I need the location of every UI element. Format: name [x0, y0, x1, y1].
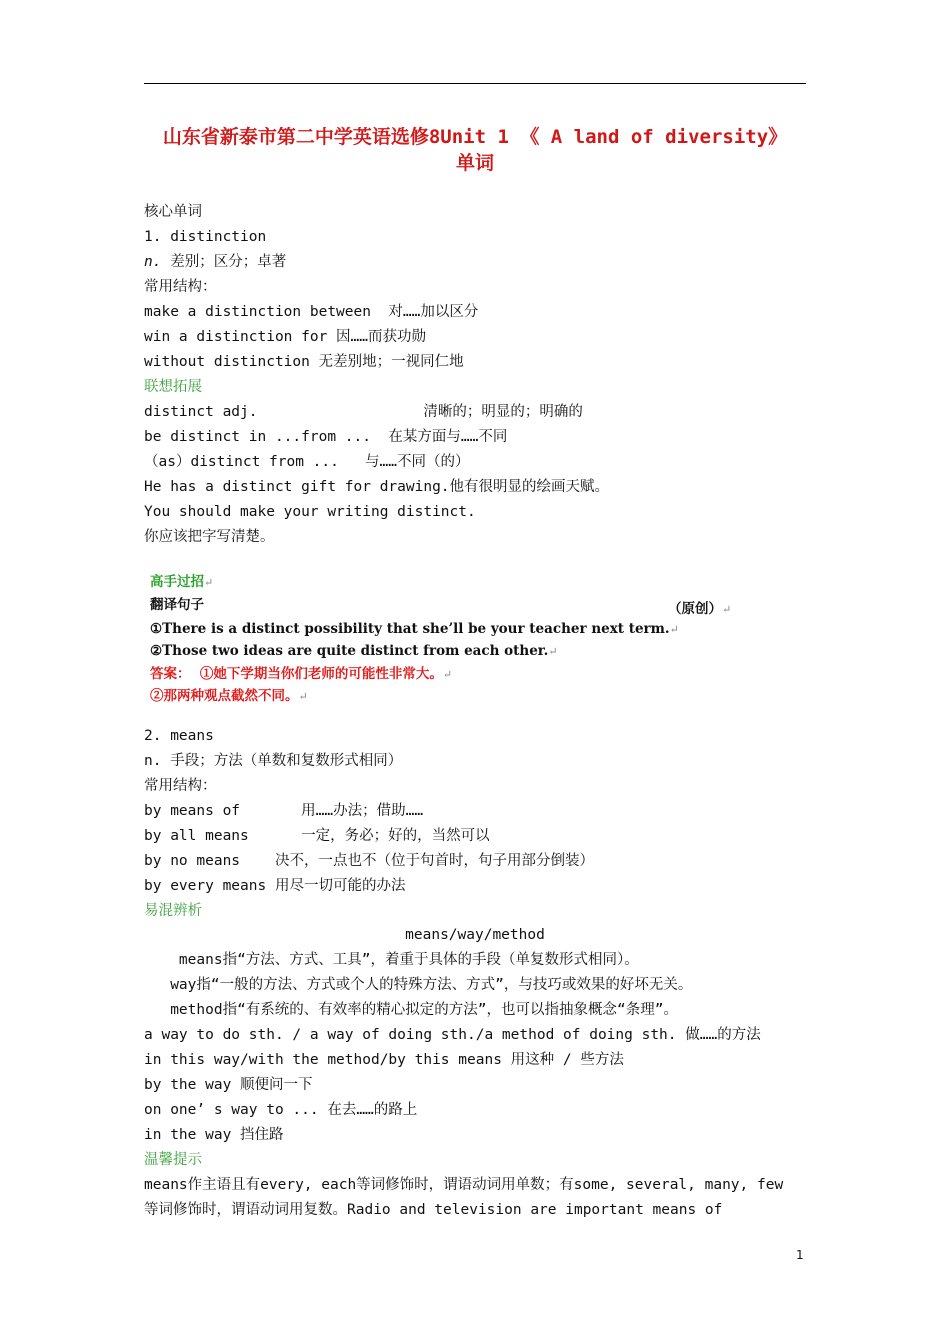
text-line: in this way/with the method/by this means 用这种 / 些方法: [144, 1052, 624, 1068]
exercise-sentence-2: ②Those two ideas are quite distinct from each other.↵: [150, 643, 558, 659]
text-line: by the way 顺便问一下: [144, 1077, 313, 1093]
part-of-speech: n.: [144, 254, 162, 270]
title-line-2: 单词: [455, 152, 494, 174]
text-line: means作主语且有every, each等词修饰时，谓语动词用单数；有some, several, many, few: [144, 1177, 784, 1193]
text-line: 等词修饰时，谓语动词用复数。Radio and television are important means of: [144, 1202, 723, 1218]
text-line: on one’ s way to ... 在去……的路上: [144, 1102, 418, 1118]
text-line: distinct adj. 清晰的；明显的；明确的: [144, 404, 583, 420]
text-line: He has a distinct gift for drawing.他有很明显的绘画天赋。: [144, 479, 610, 495]
text-line: 常用结构：: [144, 778, 217, 794]
text-line: means指“方法、方式、工具”，着重于具体的手段（单复数形式相同）。: [144, 952, 639, 968]
exercise-heading: 高手过招↵: [150, 574, 214, 590]
text-line: by no means 决不，一点也不（位于句首时，句子用部分倒装）: [144, 853, 594, 869]
text-line: n. 差别；区分；卓著: [144, 254, 287, 270]
comparison-heading: means/way/method: [405, 927, 545, 943]
exercise-answer-2: ②那两种观点截然不同。↵: [150, 688, 308, 704]
text-line: be distinct in ...from ... 在某方面与……不同: [144, 429, 508, 445]
text-line: win a distinction for 因……而获功勋: [144, 329, 427, 345]
page-title: [144, 124, 806, 176]
top-rule: [144, 83, 806, 84]
page-number: 1: [796, 1248, 804, 1262]
text-line: （as）distinct from ... 与……不同（的）: [144, 454, 470, 470]
text-line: 核心单词: [144, 204, 202, 220]
text-line: 易混辨析: [144, 903, 202, 919]
text-line: by means of 用……办法；借助……: [144, 803, 424, 819]
text-line: 1. distinction: [144, 229, 267, 245]
text-line: by all means 一定，务必；好的，当然可以: [144, 828, 490, 844]
text-line: You should make your writing distinct.: [144, 504, 476, 520]
text-line: a way to do sth. / a way of doing sth./a method of doing sth. 做……的方法: [144, 1027, 761, 1043]
text-line: make a distinction between 对……加以区分: [144, 304, 479, 320]
exercise-answer-1: 答案： ①她下学期当你们老师的可能性非常大。↵: [150, 666, 453, 682]
text-line: method指“有系统的、有效率的精心拟定的方法”，也可以指抽象概念“条理”。: [144, 1002, 678, 1018]
exercise-sentence-1: ①There is a distinct possibility that she’ll be your teacher next term.↵: [150, 621, 679, 637]
exercise-source: （原创）↵: [668, 601, 732, 617]
exercise-box: [150, 572, 740, 708]
text-line: by every means 用尽一切可能的办法: [144, 878, 406, 894]
text-line: 常用结构：: [144, 279, 217, 295]
exercise-instruction: 翻译句子: [150, 597, 204, 613]
text-line: without distinction 无差别地；一视同仁地: [144, 354, 464, 370]
text-line: 温馨提示: [144, 1152, 202, 1168]
text-line: n. 手段；方法（单数和复数形式相同）: [144, 753, 403, 769]
text-line: 2. means: [144, 728, 214, 744]
title-line-1: 山东省新泰市第二中学英语选修8Unit 1 《 A land of diversity》: [162, 126, 788, 148]
text-line: way指“一般的方法、方式或个人的特殊方法、方式”，与技巧或效果的好坏无关。: [144, 977, 693, 993]
text-line: in the way 挡住路: [144, 1127, 284, 1143]
text-line: 你应该把字写清楚。: [144, 529, 275, 545]
text-line: 联想拓展: [144, 379, 202, 395]
